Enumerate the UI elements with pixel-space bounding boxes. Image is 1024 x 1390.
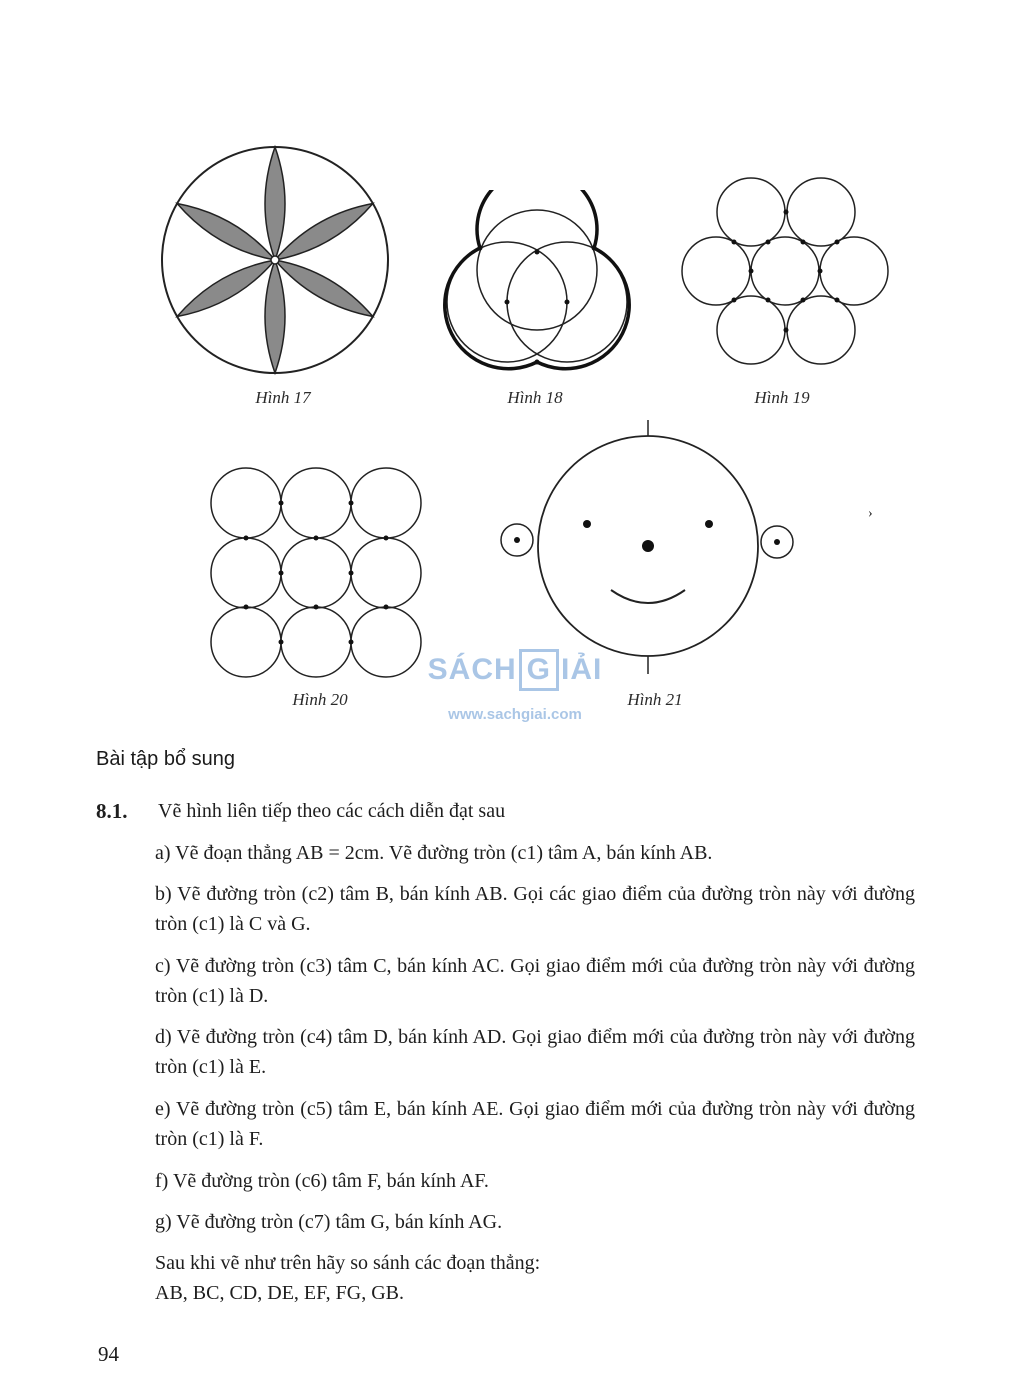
figure-19 (675, 172, 895, 372)
exercise-item-b: b) Vẽ đường tròn (c2) tâm B, bán kính AB. Gọi các giao điểm của đường tròn này với đường tròn (c1) là C và G. (155, 883, 915, 935)
exercise-item-a: a) Vẽ đoạn thẳng AB = 2cm. Vẽ đường tròn (c1) tâm A, bán kính AB. (155, 842, 713, 864)
figure-21 (495, 418, 805, 678)
watermark-brand-box: G (519, 649, 559, 691)
figure-18 (440, 190, 635, 375)
watermark-brand (410, 648, 620, 692)
exercise-item-c: c) Vẽ đường tròn (c3) tâm C, bán kính AC. Gọi giao điểm mới của đường tròn này với đường tròn (c1) là D. (155, 955, 915, 1007)
exercise-conclusion: Sau khi vẽ như trên hãy so sánh các đoạn thẳng: AB, BC, CD, DE, EF, FG, GB. (155, 1252, 541, 1304)
watermark (410, 648, 620, 723)
caption-figure-19: Hình 19 (754, 388, 810, 407)
watermark-brand-right: IẢI (561, 653, 603, 686)
exercise-item-f: f) Vẽ đường tròn (c6) tâm F, bán kính AF. (155, 1170, 489, 1192)
watermark-url: www.sachgiai.com (448, 706, 582, 723)
caption-figure-17: Hình 17 (255, 388, 311, 407)
exercise-item-d: d) Vẽ đường tròn (c4) tâm D, bán kính AD. Gọi giao điểm mới của đường tròn này với đường tròn (c1) là E. (155, 1026, 915, 1078)
exercise-intro: Vẽ hình liên tiếp theo các cách diễn đạt sau (158, 800, 506, 822)
caption-figure-18: Hình 18 (507, 388, 563, 407)
section-title: Bài tập bổ sung (96, 748, 235, 770)
figure-17 (155, 140, 395, 380)
exercise-item-g: g) Vẽ đường tròn (c7) tâm G, bán kính AG. (155, 1211, 503, 1233)
caption-figure-21: Hình 21 (627, 690, 683, 709)
caption-figure-20: Hình 20 (292, 690, 348, 709)
stray-mark: › (868, 506, 873, 521)
exercise-item-e: e) Vẽ đường tròn (c5) tâm E, bán kính AE. Gọi giao điểm mới của đường tròn này với đường tròn (c1) là F. (155, 1098, 915, 1150)
page-number: 94 (98, 1342, 119, 1366)
watermark-brand-left: SÁCH (427, 653, 517, 686)
figure-20 (205, 462, 430, 682)
exercise-number: 8.1. (96, 799, 128, 823)
